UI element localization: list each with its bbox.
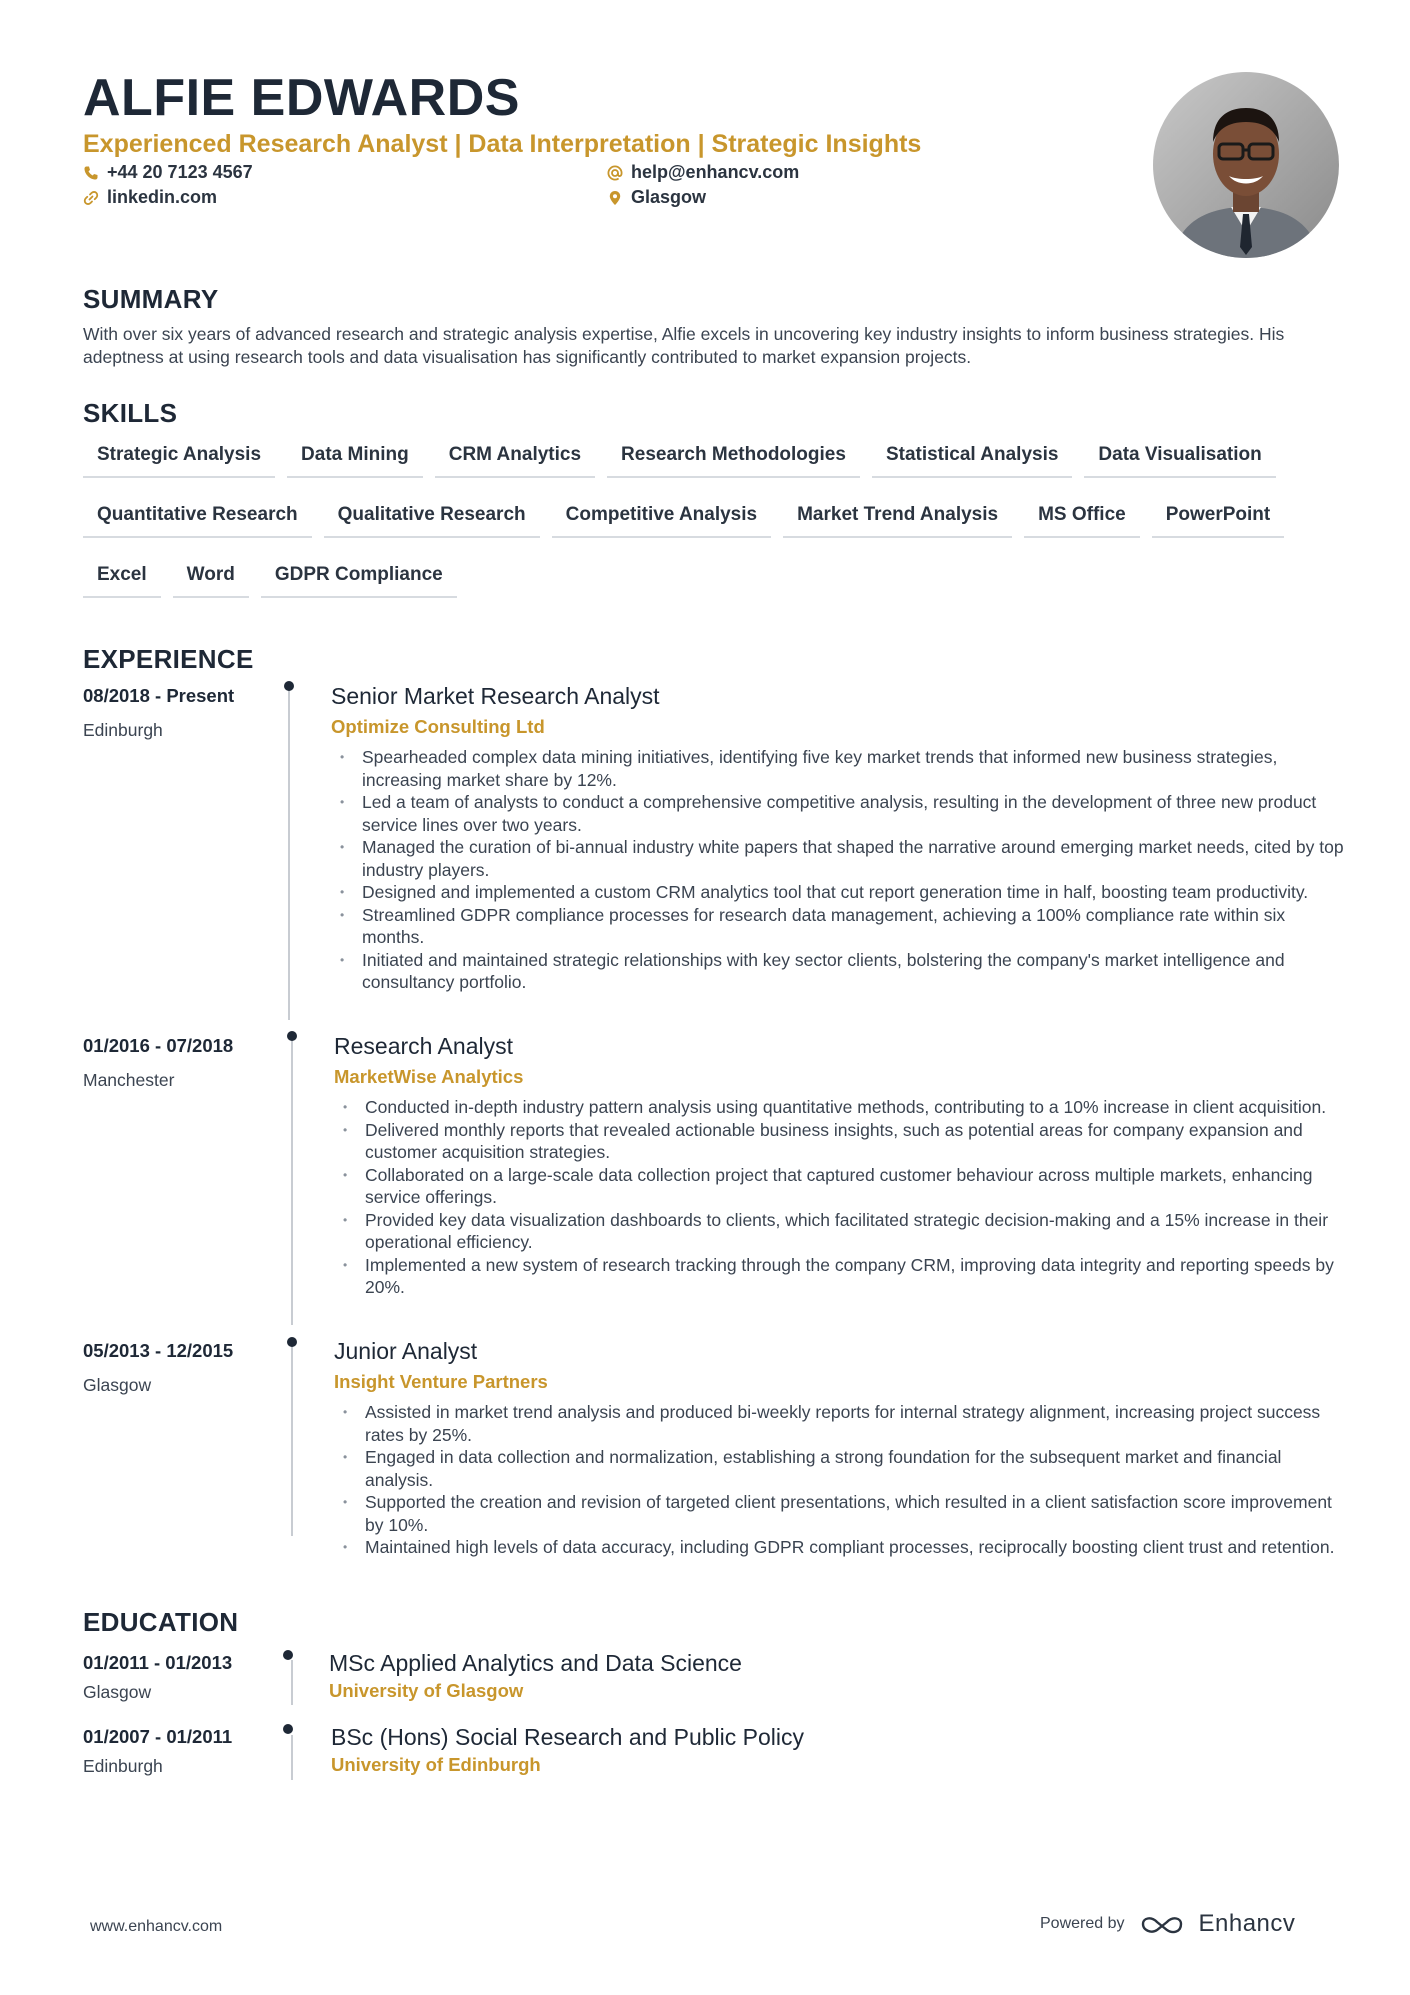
job-bullets	[337, 1096, 1347, 1299]
avatar-illustration-icon	[1153, 72, 1339, 258]
summary-text: With over six years of advanced research and strategic analysis expertise, Alfie excels in uncovering key industry insights to inform business strategies. His adeptness at using research tools and data visualisation has significantly contributed to market expansion projects.	[83, 324, 1285, 367]
list-item: • Provided key data visualization dashboards to clients, which facilitated strategic decision-making and a 15% increase in their operational efficiency.	[337, 1209, 1347, 1254]
job-bullets	[334, 746, 1344, 994]
job-location: Glasgow	[83, 1375, 152, 1395]
education-dates: 01/2007 - 01/2011	[83, 1726, 233, 1747]
candidate-headline: Experienced Research Analyst | Data Interpretation | Strategic Insights	[83, 130, 922, 158]
timeline-dot	[283, 1650, 293, 1660]
job-location: Edinburgh	[83, 720, 163, 740]
job-company: Optimize Consulting Ltd	[331, 716, 545, 737]
timeline-dot	[284, 681, 294, 691]
skill-tag: MS Office	[1024, 498, 1140, 538]
phone-icon	[83, 165, 99, 181]
education-dates: 01/2011 - 01/2013	[83, 1652, 233, 1673]
at-sign-icon	[607, 165, 623, 181]
list-item: • Collaborated on a large-scale data collection project that captured customer behaviour across multiple markets, enhancing service offerings.	[337, 1164, 1347, 1209]
list-item: • Managed the curation of bi-annual industry white papers that shaped the narrative around emerging market needs, cited by top industry players.	[334, 836, 1344, 881]
summary-title: SUMMARY	[83, 284, 219, 314]
phone-text: +44 20 7123 4567	[107, 162, 253, 182]
skills-title: SKILLS	[83, 398, 178, 428]
degree-title: BSc (Hons) Social Research and Public Policy	[331, 1724, 804, 1750]
link-icon	[83, 190, 99, 206]
skill-tag: CRM Analytics	[435, 438, 595, 478]
timeline-dot	[287, 1337, 297, 1347]
location-pin-icon	[607, 190, 623, 206]
job-company: Insight Venture Partners	[334, 1371, 548, 1392]
timeline-dot	[283, 1724, 293, 1734]
contact-linkedin[interactable]	[83, 187, 217, 208]
job-location: Manchester	[83, 1070, 175, 1090]
list-item: • Initiated and maintained strategic relationships with key sector clients, bolstering the company's market intelligence and consultancy portfolio.	[334, 949, 1344, 994]
timeline-dot	[287, 1031, 297, 1041]
footer-website-link[interactable]: www.enhancv.com	[90, 1918, 223, 1935]
skill-tag: Market Trend Analysis	[783, 498, 1012, 538]
enhancv-logo-icon	[1139, 1912, 1185, 1936]
skill-tag: Research Methodologies	[607, 438, 860, 478]
job-title: Junior Analyst	[334, 1338, 478, 1364]
skill-tag: GDPR Compliance	[261, 558, 457, 598]
timeline-line	[291, 1346, 293, 1536]
timeline-line	[291, 1040, 293, 1325]
education-location: Edinburgh	[83, 1756, 163, 1776]
powered-by-text: Powered by	[1040, 1915, 1125, 1932]
timeline-line	[291, 1660, 293, 1705]
list-item: • Maintained high levels of data accuracy, including GDPR compliant processes, reciprocally boosting client trust and retention.	[337, 1536, 1347, 1559]
job-title: Research Analyst	[334, 1033, 513, 1059]
list-item: • Led a team of analysts to conduct a comprehensive competitive analysis, resulting in the development of three new product service lines over two years.	[334, 791, 1344, 836]
candidate-name: ALFIE EDWARDS	[83, 69, 520, 127]
job-company: MarketWise Analytics	[334, 1066, 524, 1087]
timeline-line	[288, 690, 290, 1020]
degree-title: MSc Applied Analytics and Data Science	[329, 1650, 742, 1676]
list-item: • Conducted in-depth industry pattern analysis using quantitative methods, contributing to a 10% increase in client acquisition.	[337, 1096, 1347, 1119]
job-bullets	[337, 1401, 1347, 1559]
list-item: • Implemented a new system of research tracking through the company CRM, improving data integrity and reporting speeds by 20%.	[337, 1254, 1347, 1299]
list-item: • Delivered monthly reports that revealed actionable business insights, such as potential areas for company expansion and customer acquisition strategies.	[337, 1119, 1347, 1164]
skill-tag: Statistical Analysis	[872, 438, 1072, 478]
email-text: help@enhancv.com	[631, 162, 800, 182]
skill-tag: PowerPoint	[1152, 498, 1285, 538]
education-location: Glasgow	[83, 1682, 152, 1702]
linkedin-text: linkedin.com	[107, 187, 218, 207]
list-item: • Designed and implemented a custom CRM analytics tool that cut report generation time in half, boosting team productivity.	[334, 881, 1344, 904]
job-dates: 08/2018 - Present	[83, 685, 235, 706]
job-title: Senior Market Research Analyst	[331, 683, 660, 709]
experience-title: EXPERIENCE	[83, 644, 254, 674]
profile-photo	[1153, 72, 1339, 258]
list-item: • Spearheaded complex data mining initiatives, identifying five key market trends that informed new business strategies, increasing market share by 12%.	[334, 746, 1344, 791]
school-name: University of Glasgow	[329, 1680, 524, 1701]
school-name: University of Edinburgh	[331, 1754, 541, 1775]
skill-tag: Data Mining	[287, 438, 423, 478]
skill-tag: Qualitative Research	[324, 498, 540, 538]
list-item: • Streamlined GDPR compliance processes for research data management, achieving a 100% compliance rate within six months.	[334, 904, 1344, 949]
skill-tag: Quantitative Research	[83, 498, 312, 538]
education-title: EDUCATION	[83, 1607, 239, 1637]
job-dates: 01/2016 - 07/2018	[83, 1035, 234, 1056]
timeline-line	[291, 1735, 293, 1780]
list-item: • Supported the creation and revision of targeted client presentations, which resulted in a client satisfaction score improvement by 10%.	[337, 1491, 1347, 1536]
job-dates: 05/2013 - 12/2015	[83, 1340, 234, 1361]
skill-tag: Excel	[83, 558, 161, 598]
footer-branding[interactable]	[1040, 1910, 1295, 1938]
skills-list	[83, 438, 1333, 598]
list-item: • Assisted in market trend analysis and produced bi-weekly reports for internal strategy alignment, increasing project success rates by 25%.	[337, 1401, 1347, 1446]
location-text: Glasgow	[631, 187, 707, 207]
skill-tag: Word	[173, 558, 249, 598]
list-item: • Engaged in data collection and normalization, establishing a strong foundation for the subsequent market and financial analysis.	[337, 1446, 1347, 1491]
skill-tag: Competitive Analysis	[552, 498, 771, 538]
brand-name: Enhancv	[1198, 1910, 1296, 1937]
skill-tag: Strategic Analysis	[83, 438, 275, 478]
skill-tag: Data Visualisation	[1084, 438, 1275, 478]
contact-phone[interactable]	[83, 162, 253, 183]
contact-location	[607, 187, 706, 208]
contact-email[interactable]	[607, 162, 799, 183]
